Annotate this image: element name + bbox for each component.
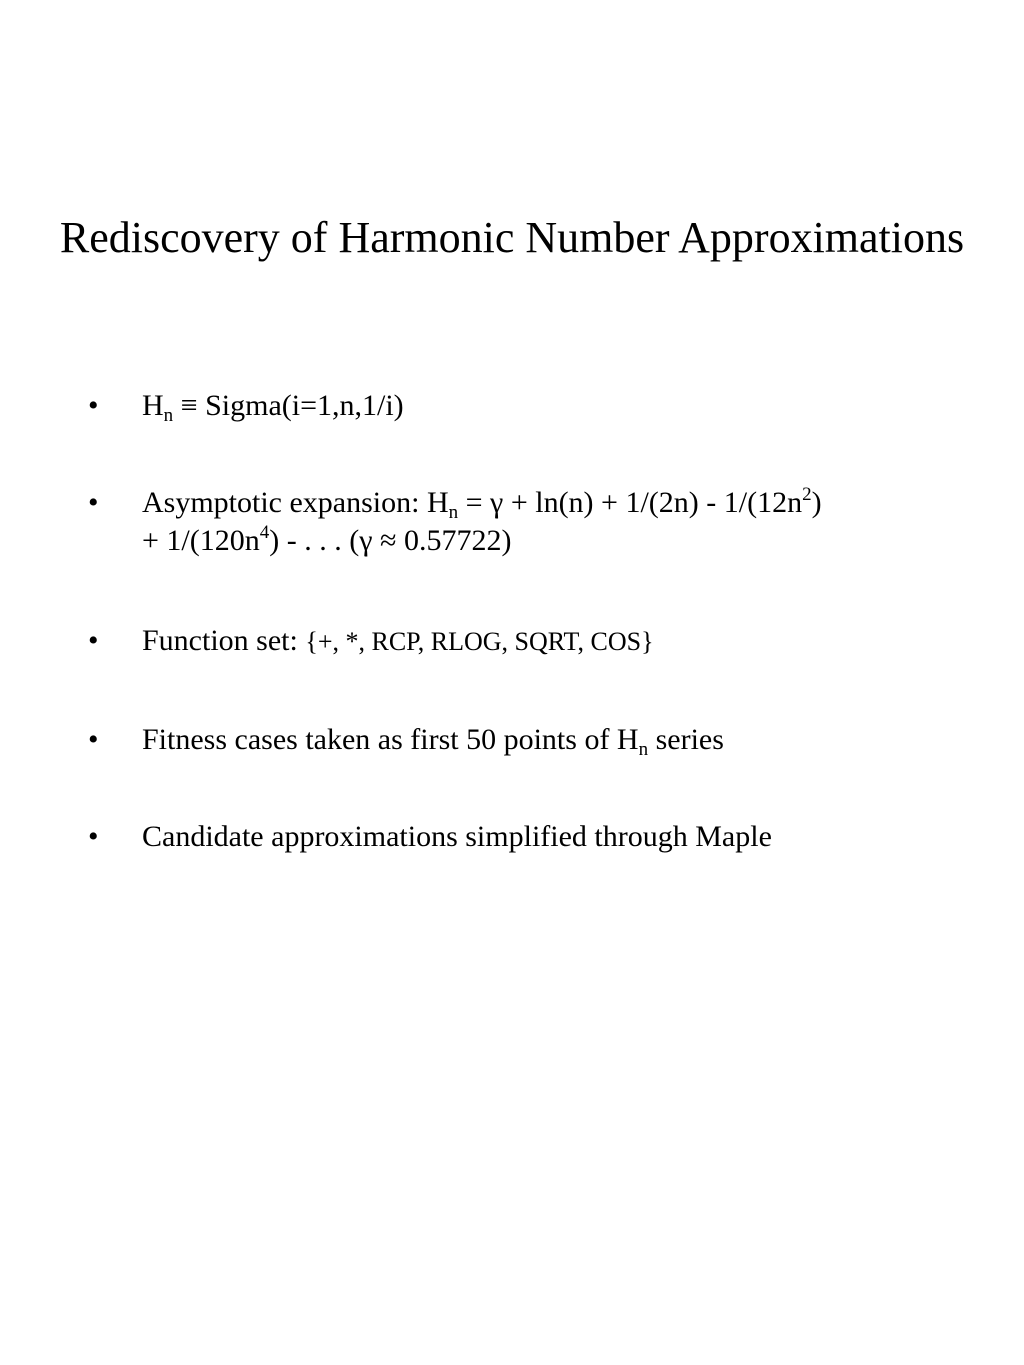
expansion-middle: = γ + ln(n) + 1/(2n) - 1/(12n (458, 486, 803, 519)
bullet-marker: • (88, 389, 99, 422)
expansion-prefix: Asymptotic expansion: H (142, 486, 449, 519)
superscript-4: 4 (259, 522, 270, 543)
expansion-close: ) (811, 486, 822, 519)
definition-text: ≡ Sigma(i=1,n,1/i) (173, 389, 404, 422)
bullet-text (142, 484, 952, 560)
subscript-n: n (638, 739, 649, 760)
bullet-line (142, 721, 952, 759)
superscript-2: 2 (802, 484, 812, 505)
subscript-n: n (163, 405, 174, 426)
bullet-text (142, 387, 952, 425)
bullet-line-1 (142, 484, 952, 522)
bullet-marker: • (88, 624, 99, 657)
expansion-line2-start: + 1/(120n (142, 524, 260, 557)
fitness-prefix: Fitness cases taken as first 50 points of H (142, 723, 639, 756)
expansion-line2-end: ) - . . . (γ ≈ 0.57722) (269, 524, 512, 557)
bullet-text (142, 818, 952, 856)
bullet-marker: • (88, 820, 99, 853)
slide-title: Rediscovery of Harmonic Number Approximations (59, 213, 965, 262)
fitness-suffix: series (648, 723, 724, 756)
bullet-marker: • (88, 723, 99, 756)
harmonic-symbol: H (142, 389, 164, 422)
bullet-line (142, 622, 952, 661)
bullet-text (142, 721, 952, 759)
bullet-line-2 (142, 522, 952, 560)
bullet-marker: • (88, 486, 99, 519)
bullet-line (142, 387, 952, 425)
function-set-values: {+, *, RCP, RLOG, SQRT, COS} (305, 627, 654, 656)
function-set-label: Function set: (142, 624, 306, 657)
bullet-text (142, 622, 952, 661)
subscript-n: n (448, 502, 459, 523)
bullet-line: Candidate approximations simplified through Maple (142, 820, 772, 853)
